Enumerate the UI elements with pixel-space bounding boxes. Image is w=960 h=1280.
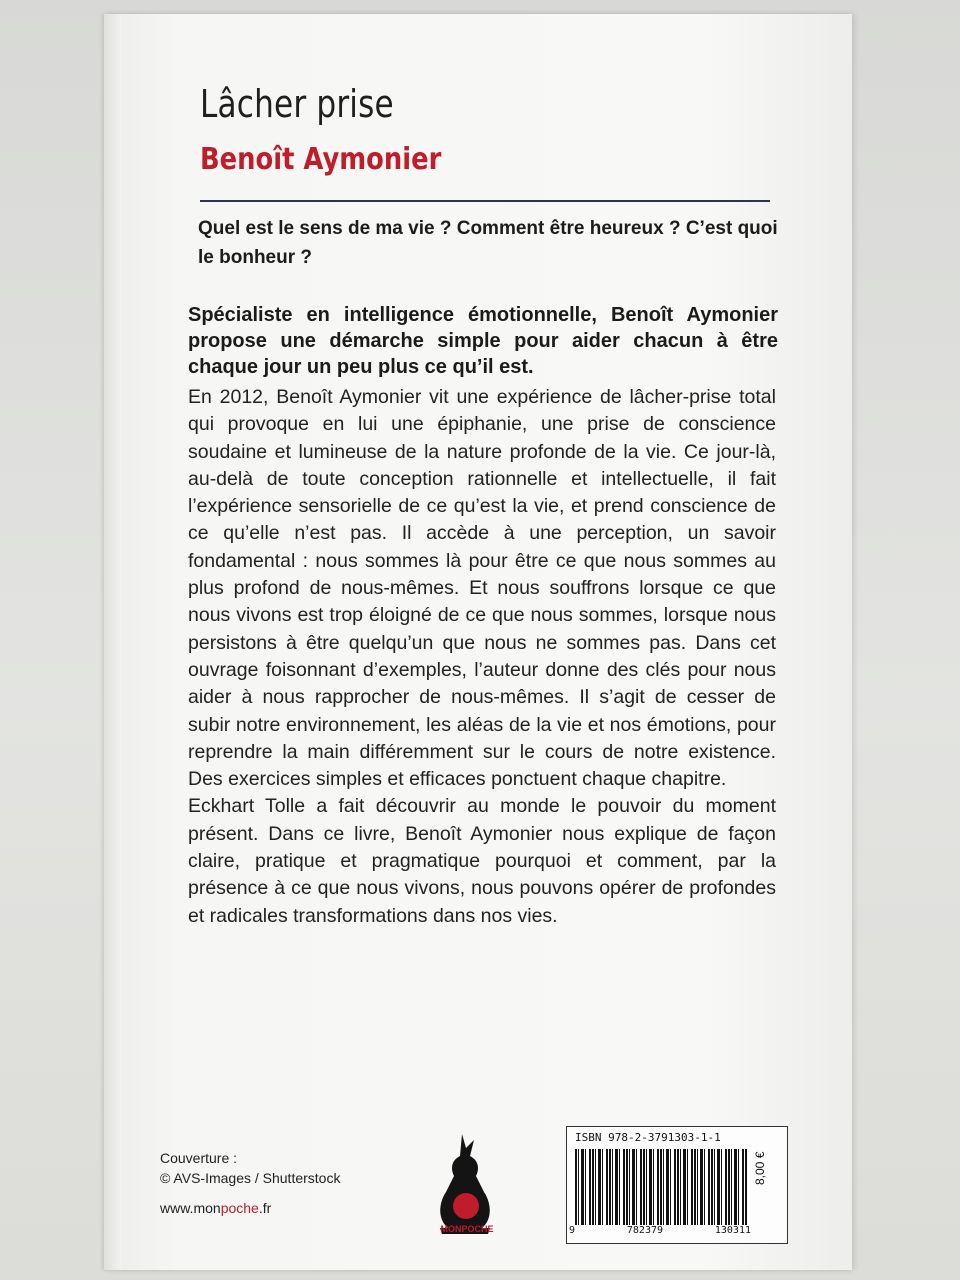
blurb-paragraph-1: En 2012, Benoît Aymonier vit une expérience de lâcher-prise total qui provoque en lui une épiphanie, une prise de conscience soudaine et lumineuse de la nature profonde de la vie. Ce jour-là, au-delà de toute conception rationnelle et intellectuelle, il fait l’expérience sensorielle de ce qu’est la vie, et prend conscience de ce qu’elle n’est pas. Il accède à une perception, un savoir fondamental : nous sommes là pour être ce que nous sommes au plus profond de nous-mêmes. Et nous souffrons lorsque ce que nous vivons est trop éloigné de ce que nous sommes, lorsque nous persistons à être quelqu’un que nous ne sommes pas. Dans cet ouvrage foisonnant d’exemples, l’auteur donne des clés pour nous aider à nous rapprocher de nous-mêmes. Il s’agit de cesser de subir notre environnement, les aléas de la vie et nos émotions, pour reprendre la main différemment sur le cours de notre existence. Des exercices simples et efficaces ponctuent chaque chapitre. — [188, 386, 776, 791]
book-title: Lâcher prise — [200, 82, 394, 126]
blurb-paragraph-2: Eckhart Tolle a fait découvrir au monde le pouvoir du moment présent. Dans ce livre, Benoît Aymonier nous explique de façon claire, pratique et pragmatique pourquoi et comment, par la présence à ce que nous vivons, nous pouvons opérer de profondes et radicales transformations dans nos vies. — [188, 795, 776, 927]
barcode-digits-right: 130311 — [714, 1225, 751, 1236]
cover-edge — [104, 14, 122, 1270]
isbn-barcode-box — [566, 1126, 788, 1244]
barcode — [575, 1149, 747, 1225]
barcode-digits — [569, 1225, 751, 1236]
isbn-number: ISBN 978-2-3791303-1-1 — [575, 1131, 721, 1144]
barcode-digit-first: 9 — [569, 1225, 576, 1236]
title-divider — [200, 200, 770, 202]
author-name — [200, 142, 441, 177]
author-first-name: Benoît — [200, 142, 295, 177]
barcode-digits-left: 782379 — [626, 1225, 664, 1236]
cover-credits — [160, 1148, 340, 1218]
publisher-website: www.monpoche.fr — [160, 1200, 272, 1216]
credit-photo: © AVS-Images / Shutterstock — [160, 1170, 341, 1186]
book-back-cover — [104, 14, 852, 1270]
price-label: 8,00 € — [753, 1151, 767, 1185]
blurb-body — [188, 384, 776, 930]
lead-paragraph: Spécialiste en intelligence émotionnelle, Benoît Aymonier propose une démarche simple pour aider chacun à être chaque jour un peu plus ce qu’il est. — [188, 304, 778, 378]
tagline-questions: Quel est le sens de ma vie ? Comment être heureux ? C’est quoi le bonheur ? — [198, 218, 778, 268]
publisher-logo-text: MONPOCHE — [440, 1224, 494, 1234]
author-last-name: Aymonier — [303, 142, 442, 177]
credit-label: Couverture : — [160, 1150, 238, 1166]
